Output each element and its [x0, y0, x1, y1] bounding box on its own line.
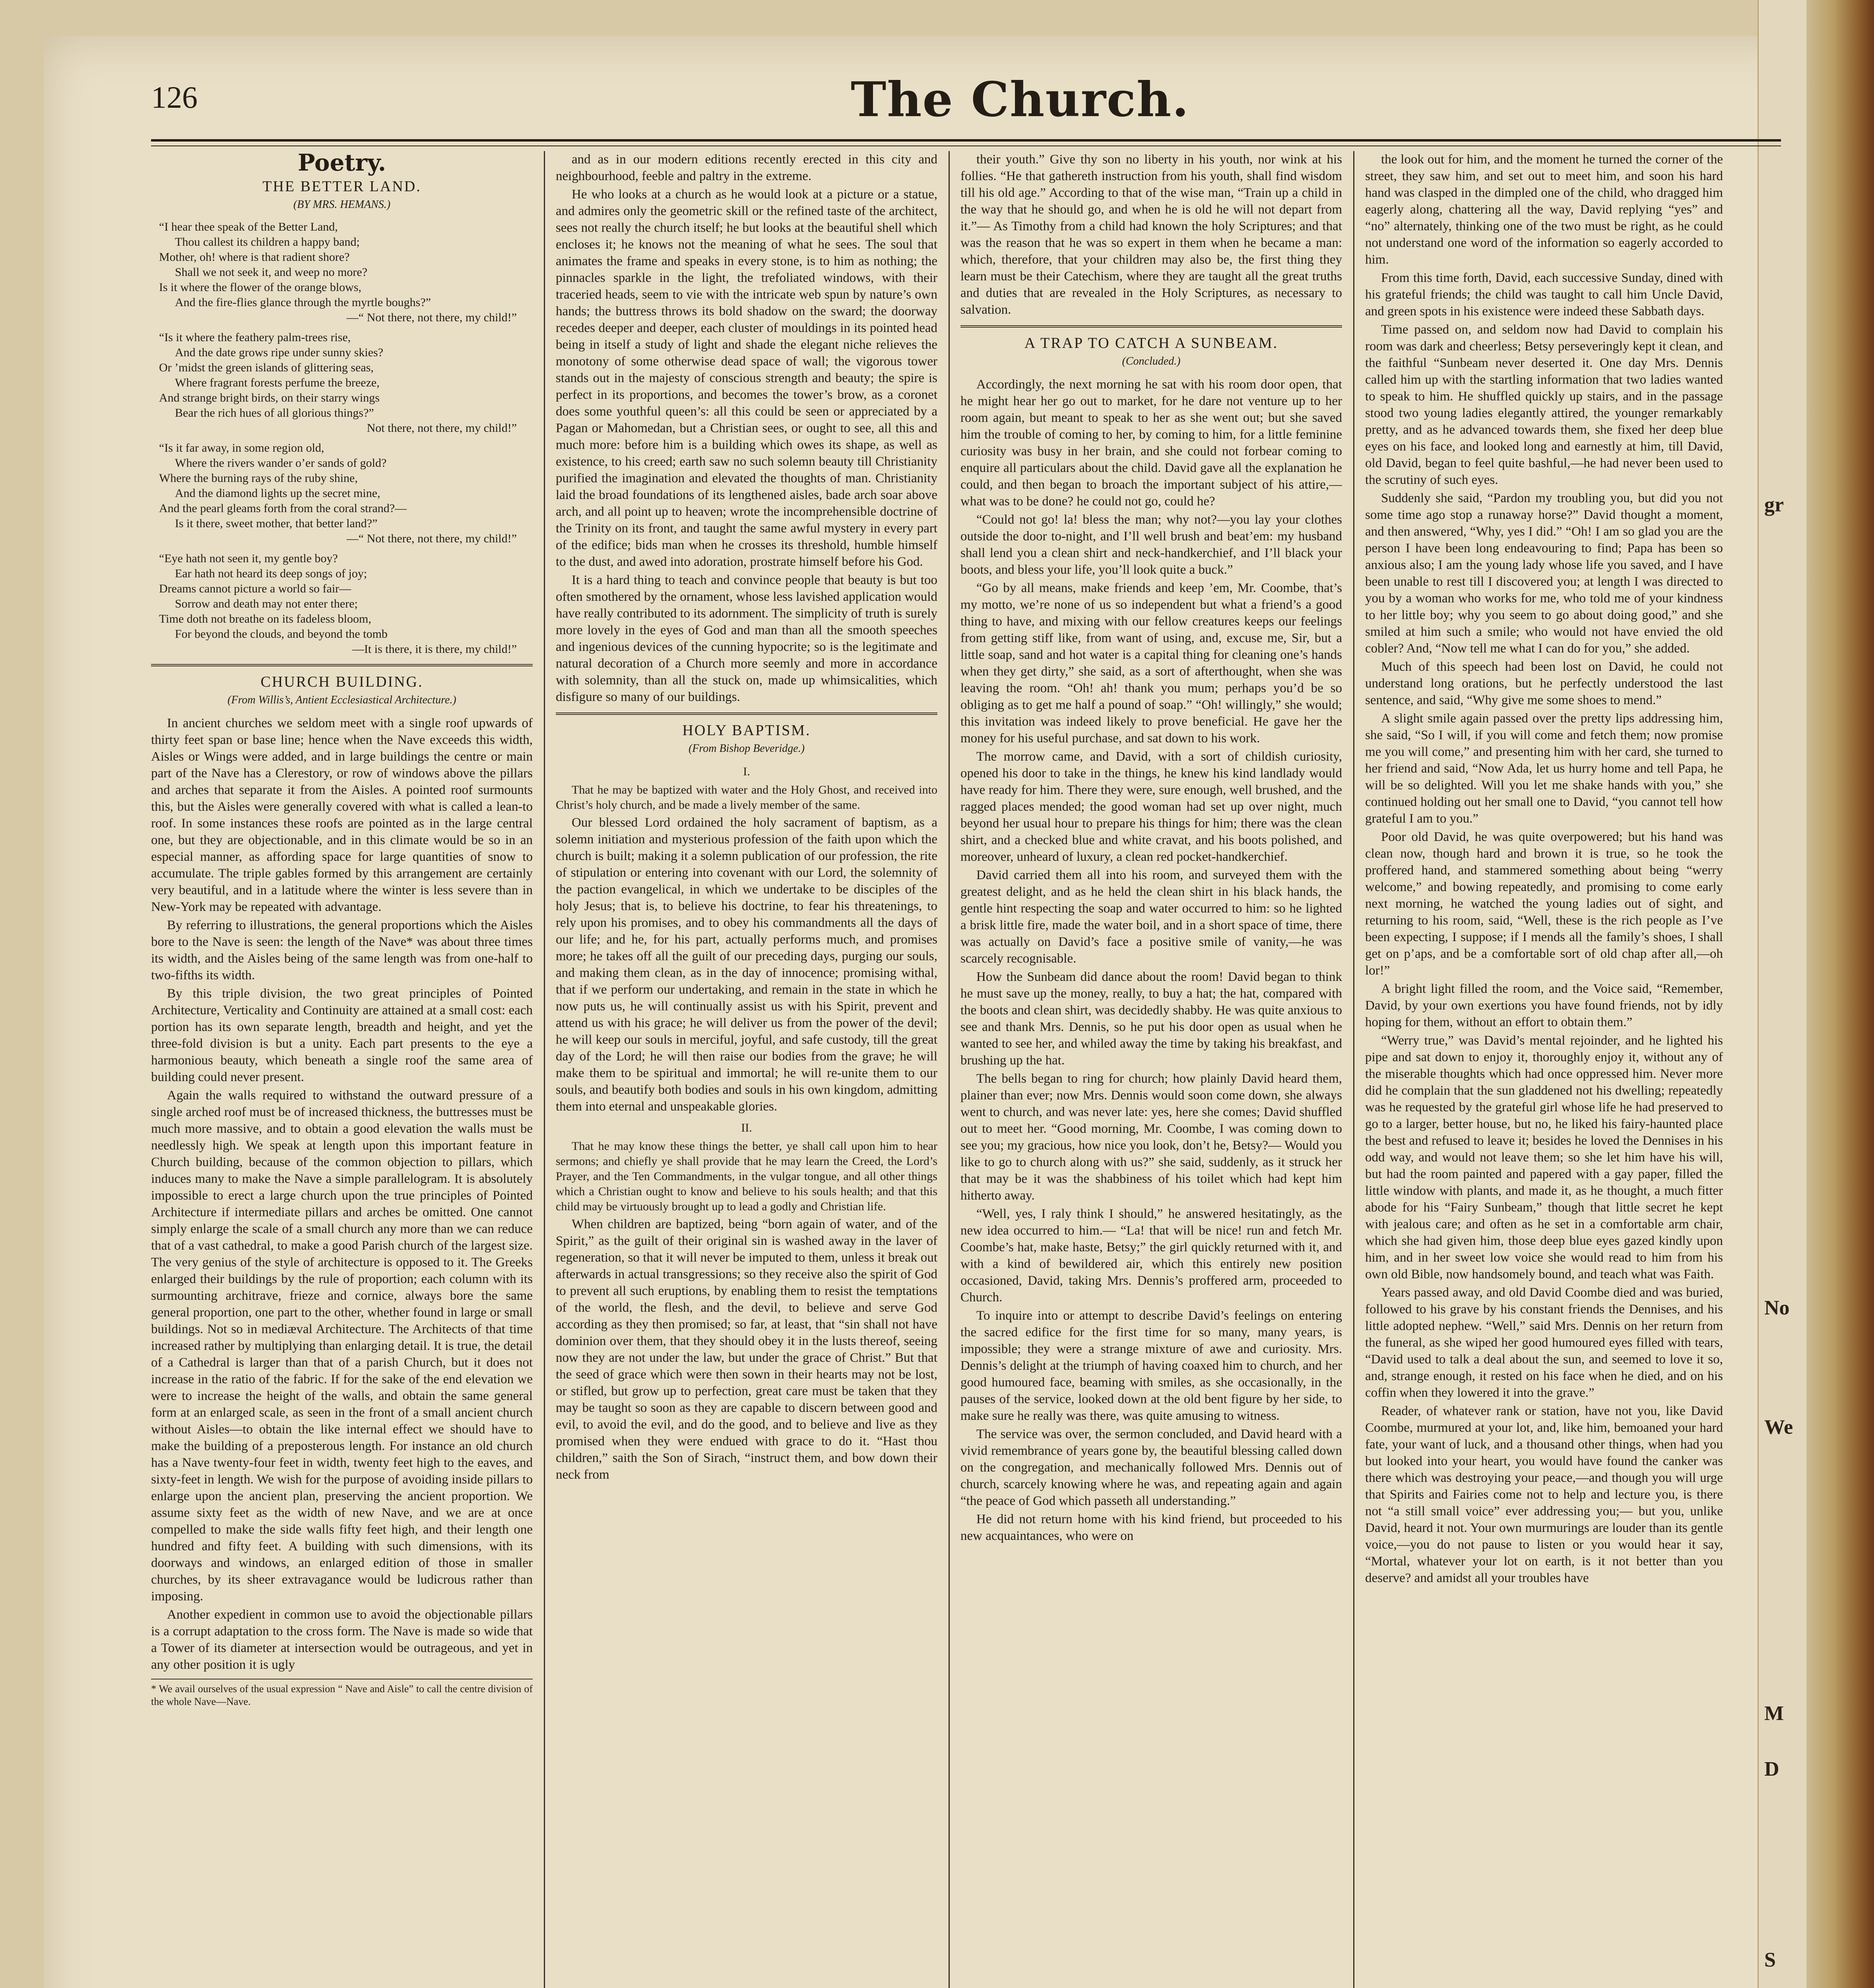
poem-stanza [159, 330, 533, 436]
poem-line: —“ Not there, not there, my child!” [346, 311, 517, 324]
poem-line: And the date grows ripe under sunny skies? [175, 346, 384, 359]
paragraph: “Well, yes, I raly think I should,” he answered hesitatingly, as the new idea occurred to him.— “La! that will be nice! run and fetch Mr. Coombe’s hat, make haste, Betsy;” the girl quickly returned with it, and with a kind of bewildered air, which this entirely new position occasioned, David, taking Mrs. Dennis’s proffered arm, proceeded to Church. [960, 1207, 1342, 1305]
column-rule [1353, 151, 1354, 1988]
poem-line: —“ Not there, not there, my child!” [346, 532, 517, 545]
poem-line: —It is there, it is there, my child!” [352, 643, 517, 656]
book-spine [1806, 0, 1874, 1988]
paragraph: In ancient churches we seldom meet with a single roof upwards of thirty feet span or base line; hence when the Nave exceeds this width, Aisles or Wings were added, and in large buildings the centre or main part of the Nave has a Clerestory, or row of windows above the pillars and arches that separate it from the Aisles. A pointed roof surmounts this, but the Aisles were generally covered with what is called a lean-to roof. In some instances these roofs are pointed as in the large central one, but they are objectionable, and in this climate would be so in an especial manner, as affording space for large quantities of snow to accumulate. The triple gables formed by this arrangement are certainly very beautiful, and in a latitude where the winter is less severe than in New-York may be repeated with advantage. [151, 716, 533, 914]
paragraph: Much of this speech had been lost on David, he could not understand long orations, but he perfectly understood the last sentence, and said, “Why give me some shoes to mend.” [1365, 660, 1723, 707]
poem-line: Is it there, sweet mother, that better land?” [175, 517, 378, 530]
article-body [151, 715, 533, 1673]
poem-line: Is it where the flower of the orange blows, [159, 281, 362, 294]
section-divider [151, 664, 533, 666]
poem-line: Mother, oh! where is that radient shore? [159, 250, 350, 264]
column-2 [556, 151, 937, 1988]
article-body-continued [556, 151, 937, 705]
masthead-rule [151, 139, 1781, 146]
poem-line: Or ’midst the green islands of glittering seas, [159, 361, 374, 374]
poem-stanza [159, 219, 533, 325]
margin-fragment: No [1764, 1297, 1790, 1319]
newspaper-title: The Church. [851, 72, 1189, 128]
adjacent-page-edge [1758, 0, 1806, 1988]
poem-line: Where the burning rays of the ruby shine, [159, 472, 358, 485]
article-body-continued [960, 151, 1342, 318]
poem-author: (BY MRS. HEMANS.) [293, 198, 391, 211]
paragraph: By this triple division, the two great principles of Pointed Architecture, Verticality and Continuity are attained at a small cost: each portion has its own separate length, breadth and height, and yet the three-fold division is but a unity. Each part presents to the eye a harmonious beauty, which beneath a single roof the same area of building could never present. [151, 986, 533, 1084]
paragraph: By referring to illustrations, the general proportions which the Aisles bore to the Nave is seen: the length of the Nave* was about three times its width, and the Aisles being of the same length was from one-half to two-fifths its width. [151, 918, 533, 982]
lead-paragraph: That he may be baptized with water and the Holy Ghost, and received into Christ’s holy church, and be made a lively member of the same. [556, 783, 937, 812]
article-source: (Concluded.) [1122, 355, 1181, 367]
paragraph: the look out for him, and the moment he turned the corner of the street, they saw him, and set out to meet him, and soon his hard hand was clasped in the dimpled one of the child, who dragged him eagerly along, chattering all the way, David replying “yes” and “no” alternately, thinking one of the two must be right, as he could not understand one word of the information so eagerly accorded to him. [1365, 152, 1723, 267]
section-divider [556, 712, 937, 715]
paragraph: It is a hard thing to teach and convince people that beauty is but too often smothered by the ornament, whose less lavished application would have really contributed to its adornment. The simplicity of truth is surely more lovely in the eyes of God and man than all the smooth speeches and ingenious devices of the cunning hypocrite; so is the legitimate and natural decoration of a Church more seemly and more in accordance with solemnity, than all the stuck on, made up whimsicalities, which disfigure so many of our buildings. [556, 573, 937, 704]
paragraph: Again the walls required to withstand the outward pressure of a single arched roof must be of increased thickness, the buttresses must be much more massive, and to obtain a good elevation the walls must be needlessly high. We speak at length upon this important feature in Church building, because of the common objection to pillars, which induces many to make the Nave a simple parallelogram. It is absolutely impossible to erect a large church upon the true principles of Pointed Architecture if intermediate pillars and arches be omitted. One cannot simply enlarge the scale of a small church any more than we can reduce that of a vast cathedral, to make a good Parish church of the largest size. The very genius of the style of architecture is opposed to it. The Greeks enlarged their buildings by the rule of proportion; each column with its surmounting architrave, frieze and cornice, always bore the same general proportion, one part to the other, whether found in large or small buildings. Not so in mediæval Architecture. The Architects of that time increased rather by multiplying than enlarging detail. It is true, the detail of a Cathedral is larger than that of a parish Church, but it does not increase in the ratio of the fabric. If for the sake of the end elevation we were to increase the height of the walls, and obtain the same general form at an enlarged scale, as seen in the front of a small ancient church without Aisles—to obtain the like internal effect we should have to make the building of a preposterous length. For instance an old church has a Nave twenty-four feet in width, twenty feet high to the eaves, and sixty-feet in length. We wish for the purpose of avoiding inside pillars to enlarge upon the ancient plan, preserving the ancient proportion. We assume sixty feet as the width of new Nave, and we are at once compelled to make the side walls fifty feet high, and their length one hundred and fifty feet. A building with such dimensions, with its doorways and windows, an enlarged edition of those in smaller churches, by its sheer extravagance would be ludicrous rather than imposing. [151, 1088, 533, 1604]
article-source: (From Willis’s, Antient Ecclesiastical Architecture.) [227, 694, 456, 706]
poem-stanza [159, 551, 533, 657]
paragraph: He did not return home with his kind friend, but proceeded to his new acquaintances, who were on [960, 1512, 1342, 1543]
poem-title: THE BETTER LAND. [262, 178, 421, 195]
paragraph: and as in our modern editions recently erected in this city and neighbourhood, feeble and paltry in the extreme. [556, 152, 937, 183]
article-title-church-building: CHURCH BUILDING. [260, 674, 423, 690]
page-number: 126 [151, 80, 198, 115]
poem-line: And the pearl gleams forth from the coral strand?— [159, 502, 407, 515]
paragraph: Reader, of whatever rank or station, have not you, like David Coombe, murmured at your lot, and, like him, bemoaned your hard fate, your want of luck, and a thousand other things, when had you but looked into your heart, you would have found the canker was there which was destroying your peace,—and though you will urge that Spirits and Fairies come not to help and lecture you, is there not “a still small voice” ever addressing you;— but you, unlike David, heard it not. Your own murmurings are louder than its gentle voice,—you do not pause to listen or you would hear it say, “Mortal, whatever your lot on earth, is it not better than you deserve? and amidst all your troubles have [1365, 1404, 1723, 1585]
poem-line: “I hear thee speak of the Better Land, [159, 220, 338, 233]
article-body [960, 376, 1342, 1544]
poem-line: “Is it where the feathery palm-trees rise, [159, 331, 351, 344]
poem-line: And the fire-flies glance through the myrtle boughs?” [175, 296, 431, 309]
poem-line: Time doth not breathe on its fadeless bloom, [159, 612, 371, 625]
paragraph: Years passed away, and old David Coombe died and was buried, followed to his grave by his constant friends the Dennises, and his little adopted nephew. “Well,” said Mrs. Dennis on her return from the funeral, as she wiped her good humoured eyes filled with tears, “David used to talk a deal about the sun, and seemed to love it so, and, strange enough, it rested on his face when he died, and on his coffin when they lowered it into the grave.” [1365, 1285, 1723, 1400]
paragraph: Time passed on, and seldom now had David to complain his room was dark and cheerless; Betsy perseveringly kept it clean, and the faithful “Sunbeam never deserted it. One day Mrs. Dennis called him up with the startling information that two ladies wanted to speak to him. He shuffled quickly up stairs, and in the passage stood two young ladies elegantly attired, the younger remarkably pretty, and as he advanced towards them, she fixed her deep blue eyes on his face, and looked long and earnestly at him, till David, old David, began to feel quite bashful,—he had never been used to the scrutiny of such eyes. [1365, 322, 1723, 487]
paragraph: He who looks at a church as he would look at a picture or a statue, and admires only the geometric skill or the refined taste of the architect, sees not really the church itself; he but looks at the beautiful shell which encloses it; he knows not the meaning of what he sees. The soul that animates the frame and speaks in every stone, is to him as nothing; the pinnacles sparkle in the light, the trefoliated windows, with their traceried heads, seem to vie with the intricate web spun by nature’s own hands; the buttress throws its bold shadow on the sward; the doorway recedes deeper and deeper, each cluster of mouldings in its pointed head being in itself a study of light and shade the elegant niche relieves the monotony of some otherwise dead space of wall; the vigorous tower stands out in the majesty of conscious strength and beauty; the spire is perfect in its proportions, and becomes the tower’s brow, as a coronet does some youthful queen’s: all this could be seen or appreciated by a Pagan or Mahomedan, but a Christian sees, or ought to see, all this and much more: before him is a building which owes its shape, as well as existence, to his creed; earth saw no such solemn beauty till Christianity purified the imagination and elevated the thoughts of man. Christianity laid the broad foundations of its lengthened aisles, bade arch soar above arch, and all point up to heaven; wrote the incomprehensible doctrine of the Trinity on its front, and taught the same awful mystery in every part of the edifice; bids man when he crosses its threshold, humble himself to the dust, and awed into adoration, prostrate himself before his God. [556, 187, 937, 569]
masthead [151, 72, 1781, 139]
margin-fragment: We [1764, 1416, 1793, 1439]
section-numeral: I. [743, 765, 750, 778]
article-title-holy-baptism: HOLY BAPTISM. [682, 722, 811, 739]
column-3 [960, 151, 1342, 1988]
lead-paragraph: That he may know these things the better, ye shall call upon him to hear sermons; and chiefly ye shall provide that he may learn the Creed, the Lord’s Prayer, and the Ten Commandments, in the vulgar tongue, and all other things which a Christian ought to know and believe to his souls health; and that this child may be virtuously brought up to lead a godly and Christian life. [556, 1140, 937, 1213]
poem-line: Bear the rich hues of all glorious things?” [175, 406, 374, 419]
poem-line: For beyond the clouds, and beyond the tomb [175, 627, 388, 641]
section-numeral: II. [741, 1121, 752, 1134]
article-body [556, 1216, 937, 1483]
margin-fragment: D [1764, 1758, 1779, 1780]
article-body-continued [1365, 151, 1723, 1586]
poem-line: Sorrow and death may not enter there; [175, 597, 358, 610]
paragraph: their youth.” Give thy son no liberty in his youth, nor wink at his follies. “He that gathereth instruction from his youth, shall find wisdom till his old age.” According to that of the wise man, “Train up a child in the way that he should go, and when he is old he will not depart from it.”— As Timothy from a child had known the holy Scriptures; and that was the reason that he was so expert in them when he became a man: which, therefore, that your children may also be, the first thing they learn must be their Catechism, where they are taught all the great truths and duties that are revealed in the Holy Scriptures, as necessary to salvation. [960, 152, 1342, 317]
paragraph: A bright light filled the room, and the Voice said, “Remember, David, by your own exertions you have found friends, not by idly hoping for them, without an effort to obtain them.” [1365, 982, 1723, 1029]
paragraph: A slight smile again passed over the pretty lips addressing him, she said, “So I will, if you will come and fetch them; now promise me you will come,” and presenting him with her card, she turned to her friend and said, “Now Ada, let us hurry home and tell Papa, he will be so delighted. Will you let me shake hands with you,” she continued holding out her small one to David, “you cannot tell how grateful I am to you.” [1365, 711, 1723, 826]
poem-line: Thou callest its children a happy band; [175, 235, 360, 248]
poem-stanza [159, 441, 533, 546]
paragraph: “Could not go! la! bless the man; why not?—you lay your clothes outside the door to-night, and I’ll well brush and beat’em: my husband shall lend you a clean shirt and neck-handkerchief, and I’ll black your boots, and bless your life, you’ll look quite a buck.” [960, 513, 1342, 577]
paragraph: David carried them all into his room, and surveyed them with the greatest delight, and as he held the clean shirt in his black hands, the gentle hint respecting the soap and water occurred to him: so he lighted a brisk little fire, made the water boil, and in a short space of time, there was actually on David’s face a positive smile of vanity,—he was scarcely recognisable. [960, 868, 1342, 966]
article-title-sunbeam: A TRAP TO CATCH A SUNBEAM. [1024, 335, 1278, 351]
paragraph: Another expedient in common use to avoid the objectionable pillars is a corrupt adaptation to the cross form. The Nave is made so wide that a Tower of its diameter at intersection would be outrageous, and yet in any other position it is ugly [151, 1607, 533, 1672]
poem-line: “Eye hath not seen it, my gentle boy? [159, 552, 338, 565]
poem-line: Shall we not seek it, and weep no more? [175, 266, 368, 279]
paragraph: When children are baptized, being “born again of water, and of the Spirit,” as the guilt of their original sin is washed away in the laver of regeneration, so that it will never be imputed to them, unless it break out afterwards in actual transgressions; so they receive also the spirit of God to prevent all such eruptions, by enabling them to resist the temptations of the world, the flesh, and the devil, to believe and serve God according as they then promised; so far, at least, that “sin shall not have dominion over them, that they should obey it in the lusts thereof, seeing now they are not under the law, but under the grace of Christ.” But that the seed of grace which were then sown in their hearts may not be lost, or stifled, but grow up to perfection, great care must be taken that they may be taught so soon as they are capable to discern between good and evil, to avoid the evil, and do the good, and to believe and live as they promised when they were endued with grace to do it. “Hast thou children,” saith the Son of Sirach, “instruct them, and bow down their neck from [556, 1217, 937, 1482]
margin-fragment: gr [1764, 493, 1784, 516]
column-4 [1365, 151, 1723, 1988]
article-source: (From Bishop Beveridge.) [688, 742, 805, 755]
column-rule [949, 151, 950, 1988]
paragraph: To inquire into or attempt to describe David’s feelings on entering the sacred edifice for the first time for so many, many years, is impossible; they were a strange mixture of awe and curiosity. Mrs. Dennis’s delight at the triumph of having coaxed him to church, and her good humoured face, beaming with smiles, as she occasionally, in the pauses of the service, looked down at the old bent figure by her side, to make sure he really was there, was quite amusing to witness. [960, 1309, 1342, 1423]
poem-line: And the diamond lights up the secret mine, [175, 487, 380, 500]
column-1 [151, 151, 533, 1988]
footnote: * We avail ourselves of the usual expression “ Nave and Aisle” to call the centre division of the whole Nave—Nave. [151, 1679, 533, 1708]
paragraph: From this time forth, David, each successive Sunday, dined with his grateful friends; the child was taught to call him Uncle David, and green spots in his existence were indeed these Sabbath days. [1365, 271, 1723, 318]
margin-fragment: S [1764, 1949, 1776, 1971]
poem-line: Ear hath not heard its deep songs of joy; [175, 567, 367, 580]
poem-line: Where fragrant forests perfume the breeze, [175, 376, 380, 389]
paragraph: The bells began to ring for church; how plainly David heard them, plainer than ever; now Mrs. Dennis would soon come down, she always went to church, and was never late: yes, here she comes; David shuffled out to meet her. “Good morning, Mr. Coombe, I was coming down to see you; my gracious, how nice you look, don’t he, Betsy?— Would you like to go to church along with us?” she said, suddenly, as it struck her that may be it was the shabbiness of his toilet which had kept him hitherto away. [960, 1072, 1342, 1203]
paragraph: How the Sunbeam did dance about the room! David began to think he must save up the money, really, to buy a hat; the hat, compared with the boots and clean shirt, was decidedly shabby. He was quite anxious to see and thank Mrs. Dennis, so he put his door open as usual when he wanted to see her, and whiled away the time by taking his breakfast, and brushing up the hat. [960, 970, 1342, 1068]
poem-line: Not there, not there, my child!” [367, 421, 517, 435]
column-rule [544, 151, 545, 1988]
paragraph: Accordingly, the next morning he sat with his room door open, that he might hear her go out to market, for he dare not venture up to her room again, but meant to speak to her as she went out; but she saved him the trouble of coming to her, by coming to him, for a little feminine curiosity was busy in her brain, and she could not forbear coming to enquire all particulars about the child. David gave all the explanation he could, and then began to broach the important subject of his attire,—what was to be done? he could not go, could he? [960, 377, 1342, 509]
section-divider [960, 325, 1342, 328]
poem-line: “Is it far away, in some region old, [159, 441, 324, 454]
paragraph: Our blessed Lord ordained the holy sacrament of baptism, as a solemn initiation and mysterious profession of the faith upon which the church is built; making it a solemn publication of our profession, the rite of stipulation or entering into covenant with our Lord, the solemnity of the paction evangelical, in which we undertake to be disciples of the holy Jesus; that is, to believe his doctrine, to fear his threatenings, to rely upon his promises, and to obey his commandments all the days of our life; and he, for his part, actually performs much, and promises more; he takes off all the guilt of our preceding days, purging our souls, and making them clean, as in the day of innocence; promising withal, that if we perform our undertaking, and remain in the state in which he now puts us, he will continually assist us with his Spirit, prevent and attend us with his grace; he will deliver us from the power of the devil; he will keep our souls in merciful, joyful, and safe custody, till the great day of the Lord; he will then raise our bodies from the grave; he will make them to be spiritual and immortal; he will re-unite them to our souls, and beautify both bodies and souls in his own kingdom, admitting them into eternal and unspeakable glories. [556, 815, 937, 1114]
poem-body [151, 219, 533, 657]
margin-fragment: M [1764, 1702, 1784, 1725]
poem-line: Dreams cannot picture a world so fair— [159, 582, 351, 595]
paragraph: “Werry true,” was David’s mental rejoinder, and he lighted his pipe and sat down to enjoy it, thoroughly enjoy it, without any of the miserable thoughts which had once oppressed him. Never more did he complain that the sun gladdened not his dwelling; repeatedly was he requested by the grateful girl whose life he had preserved to go to a larger, better house, but no, he liked his fairy-haunted place the best and refused to leave it; besides he loved the Dennises in his odd way, and would not leave them; so she let him have his will, but had the room painted and papered with a gay paper, filled the little window with plants, and made it, as he thought, a much fitter abode for his “Fairy Sunbeam,” though that little secret he kept with jealous care; and often as he set in a comfortable arm chair, which she had given him, those deep blue eyes gazed kindly upon him, and in her sweet low voice she would read to him from his own old Bible, now handsomely bound, and teach what was Faith. [1365, 1033, 1723, 1281]
paragraph: Suddenly she said, “Pardon my troubling you, but did you not some time ago stop a runaway horse?” David thought a moment, and then answered, “Why, yes I did.” “Oh! I am so glad you are the person I have been long endeavouring to find; Papa has been so anxious also; I am the young lady whose life you saved, and I have been unable to rest till I discovered you; at length I was directed to you by a woman who works for me, who told me of your kindness to her little boy; why you seem to go about doing good,” and she smiled at him such a smile; who would not have envied the old cobler? And, “Now tell me what I can do for you,” she added. [1365, 491, 1723, 656]
section-heading-poetry: Poetry. [297, 151, 386, 176]
poem-line: And strange bright birds, on their starry wings [159, 391, 380, 404]
paragraph: The service was over, the sermon concluded, and David heard with a vivid remembrance of years gone by, the beautiful blessing called down on the congregation, and mechanically followed Mrs. Dennis out of church, scarcely knowing where he was, and repeating again and again “the peace of God which passeth all understanding.” [960, 1427, 1342, 1508]
poem-line: Where the rivers wander o’er sands of gold? [175, 456, 387, 470]
paragraph: Poor old David, he was quite overpowered; but his hand was clean now, though hard and brown it is true, so he took the proffered hand, and stammered something about being “werry welcome,” and bowing repeatedly, and promising to come early next morning, he watched the young ladies out of sight, and returning to his room, said, “Well, these is the rich people as I’ve been expecting, I suppose; if I mends all the family’s shoes, I shall get on p’aps, and be a comfortable sort of old chap after all,—oh lor!” [1365, 830, 1723, 978]
paragraph: “Go by all means, make friends and keep ’em, Mr. Coombe, that’s my motto, we’re none of us so independent but what a friend’s a good thing to have, and mixing with our fellow creatures keeps our feelings from getting stiff like, from want of using, and, excuse me, Sir, but a little soap, sand and hot water is a capital thing for cleaning one’s hands when they get dirty,” she said, as a sort of afterthought, when she was leaving the room. “Oh! ah! thank you mum; perhaps you’d be so obliging as to get me half a pound of soap.” “Oh! willingly,” she would; this invitation was indeed likely to prove beneficial. He gave her the money for his useful purchase, and sat down to his work. [960, 581, 1342, 746]
paragraph: The morrow came, and David, with a sort of childish curiosity, opened his door to take in the things, he knew his kind landlady would have ready for him. There they were, sure enough, well brushed, and the ragged places mended; the good woman had set up over night, much beyond her usual hour to prepare his things for him; there was the clean shirt, and a checked blue and white cravat, and his boots polished, and moreover, unheard of luxury, a clean red pocket-handkerchief. [960, 749, 1342, 864]
article-body [556, 814, 937, 1115]
